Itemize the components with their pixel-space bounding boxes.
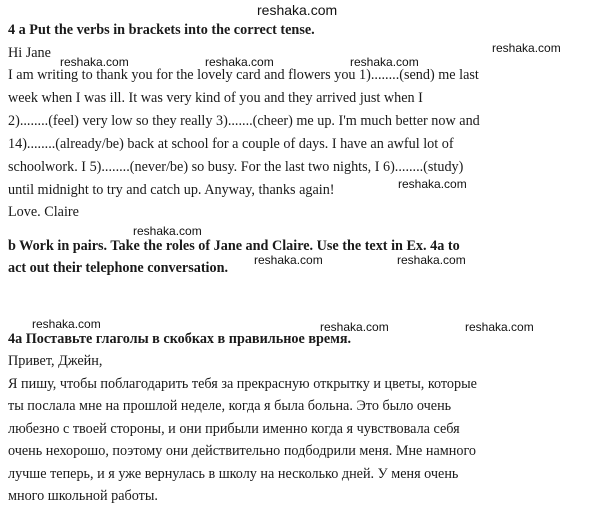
translation-line-1: Я пишу, чтобы поблагодарить тебя за прекрасную открытку и цветы, которые — [8, 376, 477, 392]
translation-heading: 4a Поставьте глаголы в скобках в правильное время. — [8, 331, 352, 347]
translation-line-6: много школьной работы. — [8, 488, 158, 504]
letter-greeting: Hi Jane — [8, 45, 51, 61]
letter-line-5: schoolwork. I 5)........(never/be) so busy. For the last two nights, I 6)........(study) — [8, 159, 464, 175]
letter-line-2: week when I was ill. It was very kind of you and they arrived just when I — [8, 90, 423, 106]
watermark: reshaka.com — [492, 41, 561, 55]
translation-line-5: лучше теперь, и я уже вернулась в школу на несколько дней. У меня очень — [8, 466, 459, 482]
letter-signoff: Love. Claire — [8, 204, 79, 220]
exercise-4b-line-1: b Work in pairs. Take the roles of Jane and Claire. Use the text in Ex. 4a to — [8, 238, 460, 254]
watermark: reshaka.com — [254, 253, 323, 267]
letter-line-6: until midnight to try and catch up. Anyway, thanks again! — [8, 182, 335, 198]
watermark: reshaka.com — [398, 177, 467, 191]
translation-line-4: очень нехорошо, поэтому они действительно подбодрили меня. Мне намного — [8, 443, 476, 459]
exercise-4a-heading: 4 a Put the verbs in brackets into the correct tense. — [8, 22, 315, 38]
watermark: reshaka.com — [320, 320, 389, 334]
watermark-top: reshaka.com — [257, 2, 338, 18]
watermark: reshaka.com — [205, 55, 274, 69]
letter-line-3: 2)........(feel) very low so they really 3).......(cheer) me up. I'm much better now and — [8, 113, 480, 129]
translation-line-3: любезно с твоей стороны, и они прибыли именно когда я чувствовала себя — [8, 421, 460, 437]
letter-line-1: I am writing to thank you for the lovely card and flowers you 1)........(send) me last — [8, 67, 479, 83]
watermark: reshaka.com — [60, 55, 129, 69]
translation-greeting: Привет, Джейн, — [8, 353, 103, 369]
watermark: reshaka.com — [350, 55, 419, 69]
watermark: reshaka.com — [465, 320, 534, 334]
watermark: reshaka.com — [32, 317, 101, 331]
translation-line-2: ты послала мне на прошлой неделе, когда я была больна. Это было очень — [8, 398, 452, 414]
watermark: reshaka.com — [133, 224, 202, 238]
watermark: reshaka.com — [397, 253, 466, 267]
letter-line-4: 14)........(already/be) back at school for a couple of days. I have an awful lot of — [8, 136, 454, 152]
exercise-4b-line-2: act out their telephone conversation. — [8, 260, 229, 276]
